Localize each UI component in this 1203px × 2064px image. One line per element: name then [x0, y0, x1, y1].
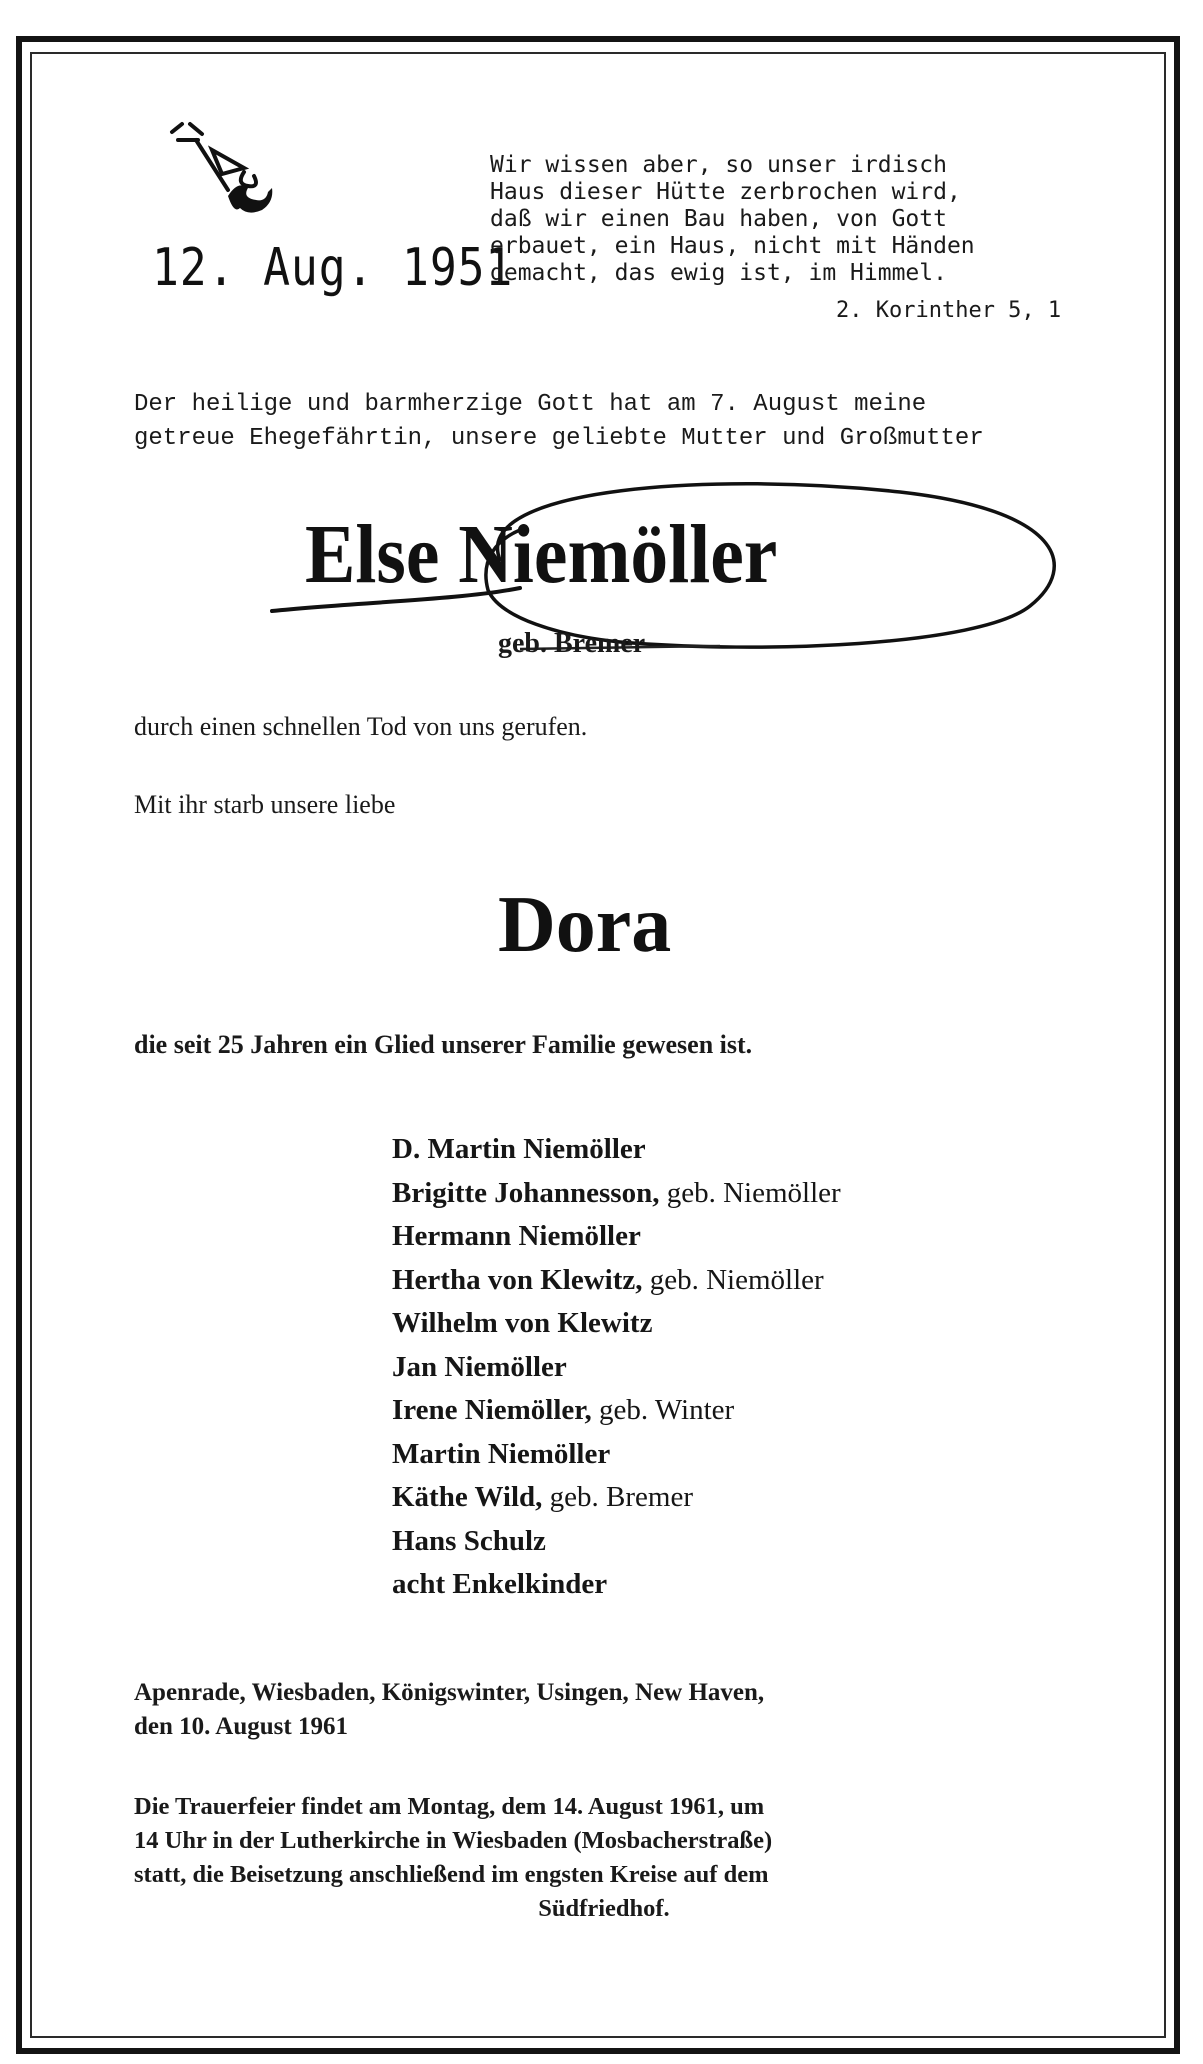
mourner-row	[392, 1215, 841, 1259]
verse-line: daß wir einen Bau haben, von Gott	[490, 206, 947, 232]
verse-line: Haus dieser Hütte zerbrochen wird,	[490, 179, 961, 205]
second-deceased-description: die seit 25 Jahren ein Glied unserer Familie gewesen ist.	[134, 1030, 753, 1059]
mourner-name: Wilhelm von Klewitz	[392, 1307, 653, 1339]
mourner-name: Hermann Niemöller	[392, 1220, 641, 1252]
filing-mark-icon	[228, 185, 272, 212]
mourners-list	[392, 1128, 841, 1607]
service-line: 14 Uhr in der Lutherkirche in Wiesbaden (Mosbacherstraße)	[134, 1827, 773, 1854]
mourner-row	[392, 1520, 841, 1564]
handwritten-scribble-icon	[172, 124, 256, 190]
mourner-row	[392, 1259, 841, 1303]
intro-line: Der heilige und barmherzige Gott hat am 7. August meine	[134, 391, 927, 418]
mourner-name: Hans Schulz	[392, 1524, 546, 1557]
mourner-suffix: geb. Bremer	[542, 1481, 694, 1513]
funeral-service-info	[134, 1790, 1074, 1926]
mourner-name: D. Martin Niemöller	[392, 1133, 646, 1165]
mourner-row	[392, 1346, 841, 1390]
mourner-name: Hertha von Klewitz,	[392, 1263, 643, 1296]
mourner-row	[392, 1172, 841, 1216]
mourner-name: acht Enkelkinder	[392, 1568, 608, 1600]
mourner-row	[392, 1563, 841, 1607]
mourner-row	[392, 1128, 841, 1172]
mourner-name: Brigitte Johannesson,	[392, 1176, 660, 1209]
place-and-date	[134, 1676, 764, 1744]
verse-reference: 2. Korinther 5, 1	[836, 298, 1062, 323]
verse-line: gemacht, das ewig ist, im Himmel.	[490, 260, 947, 286]
verse-line: erbauet, ein Haus, nicht mit Händen	[490, 233, 975, 259]
service-line: statt, die Beisetzung anschließend im engsten Kreise auf dem	[134, 1861, 769, 1888]
mourner-name: Käthe Wild,	[392, 1481, 543, 1513]
verse-line: Wir wissen aber, so unser irdisch	[490, 152, 947, 178]
received-date-stamp: 12. Aug. 1951	[152, 238, 514, 298]
called-line: durch einen schnellen Tod von uns gerufen.	[134, 712, 588, 741]
also-died-line: Mit ihr starb unsere liebe	[134, 790, 396, 819]
mourner-row	[392, 1433, 841, 1477]
service-line: Die Trauerfeier findet am Montag, dem 14. August 1961, um	[134, 1793, 765, 1820]
place-line: Apenrade, Wiesbaden, Königswinter, Usingen, New Haven,	[134, 1679, 765, 1706]
announcement-intro	[134, 388, 1074, 456]
mourner-suffix: geb. Niemöller	[659, 1176, 841, 1209]
bible-verse	[490, 152, 1090, 287]
service-last-line: Südfriedhof.	[538, 1895, 670, 1922]
deceased-birth-name: geb. Bremer	[498, 628, 646, 659]
mourner-row	[392, 1302, 841, 1346]
mourner-row	[392, 1389, 841, 1433]
mourner-name: Martin Niemöller	[392, 1437, 611, 1470]
deceased-name: Else Niemöller	[305, 508, 778, 601]
mourner-suffix: geb. Winter	[591, 1394, 735, 1426]
mourner-name: Jan Niemöller	[392, 1350, 567, 1383]
mourner-row	[392, 1476, 841, 1520]
mourner-name: Irene Niemöller,	[392, 1394, 592, 1426]
date-line: den 10. August 1961	[134, 1713, 348, 1740]
intro-line: getreue Ehegefährtin, unsere geliebte Mutter und Großmutter	[134, 425, 984, 452]
mourner-suffix: geb. Niemöller	[642, 1263, 824, 1296]
second-deceased-name: Dora	[498, 881, 672, 969]
